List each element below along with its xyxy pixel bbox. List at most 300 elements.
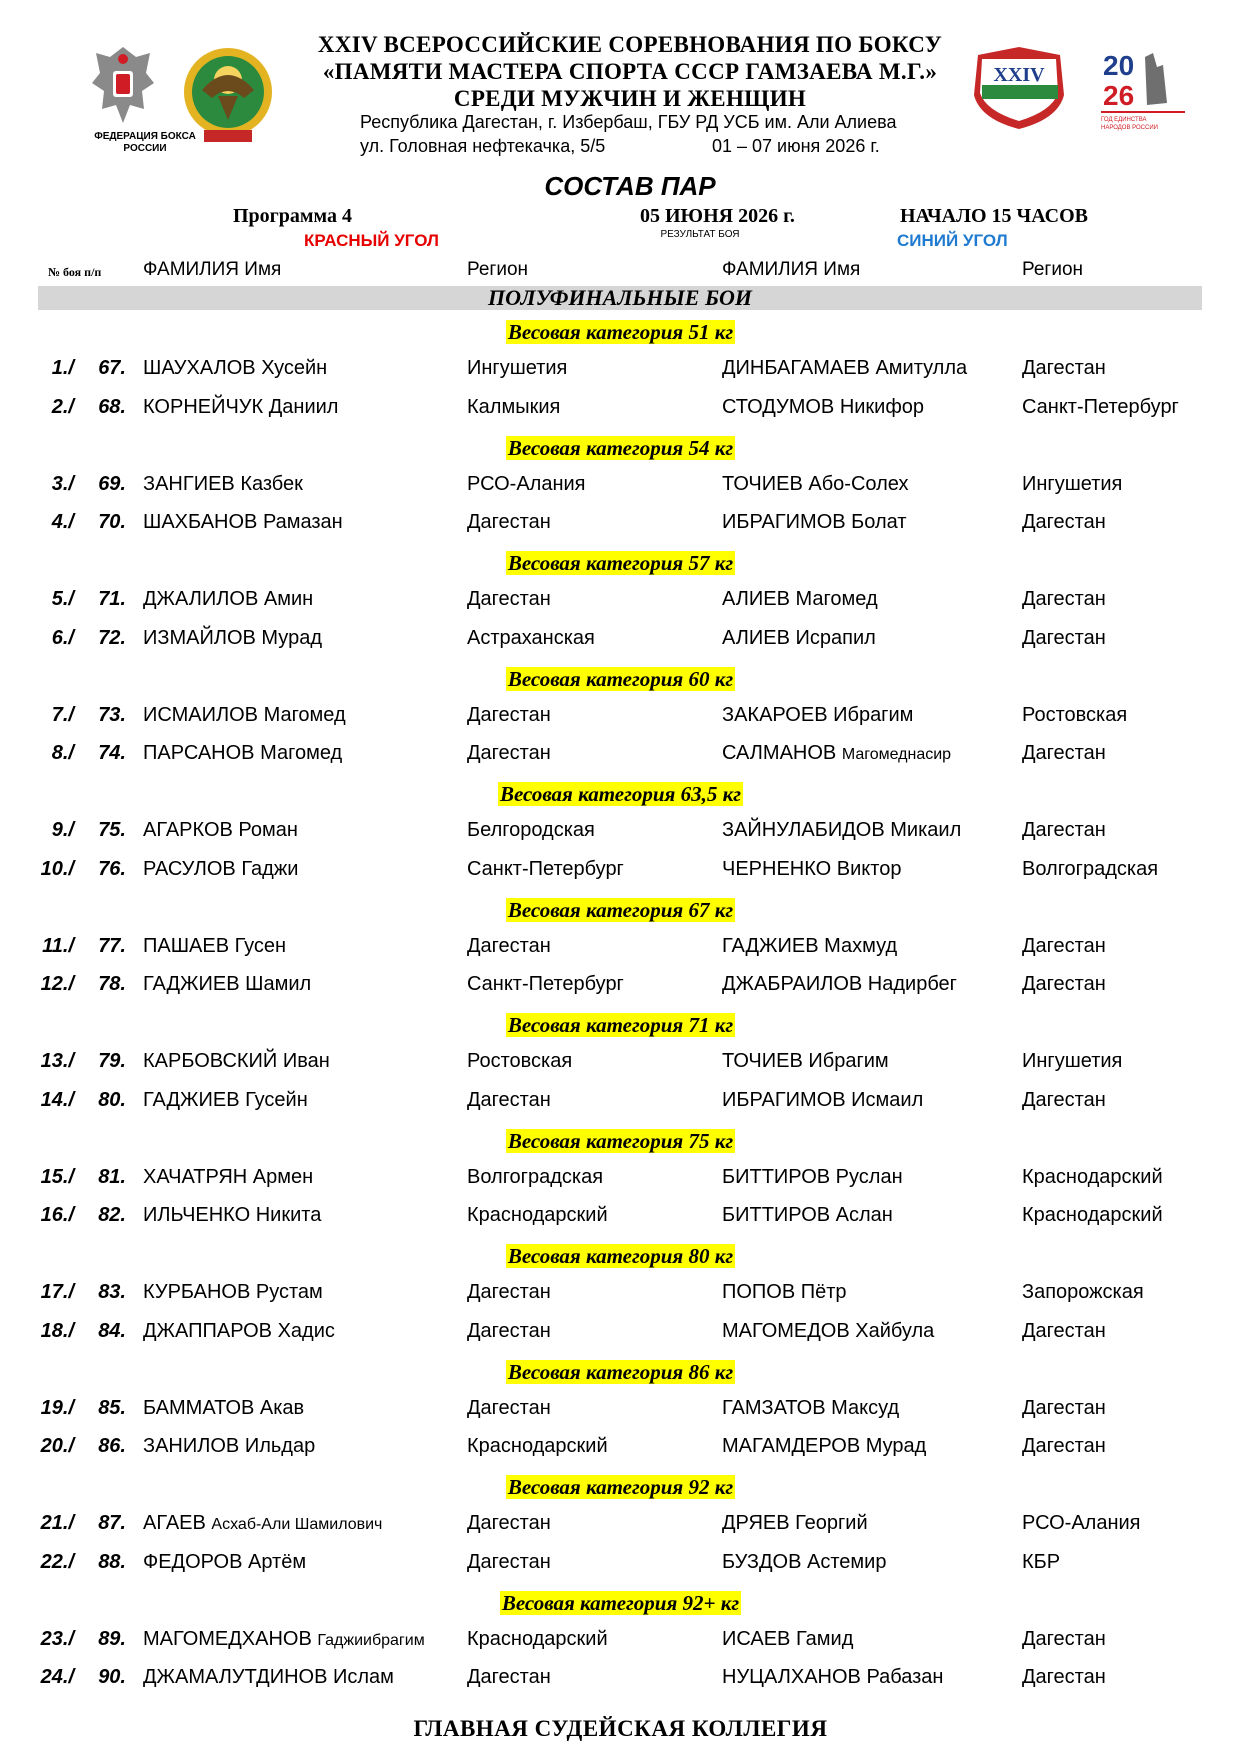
bout-order: 5./ [51,588,74,610]
bout-number: 79. [98,1050,126,1072]
red-boxer-name [143,1512,382,1535]
red-boxer-first-name: Роман [238,819,298,841]
blue-boxer-first-name: Астемир [807,1550,887,1573]
blue-boxer-first-name: Руслан [835,1165,903,1188]
weight-category-label: Весовая категория 71 кг [507,1013,734,1037]
red-boxer-name [143,511,343,534]
bout-number: 82. [98,1204,126,1226]
bout-order: 13./ [40,1050,74,1072]
blue-boxer-surname: ГАМЗАТОВ [722,1396,826,1419]
bout-row [0,935,1241,965]
blue-boxer-region: Дагестан [1022,1396,1106,1419]
blue-boxer-name [722,704,913,727]
bout-order: 1./ [51,357,74,379]
red-boxer-first-name: Ильдар [244,1435,316,1457]
red-boxer-first-name: Гаджиибрагим [317,1631,425,1649]
blue-boxer-surname: МАГАМДЕРОВ [722,1435,861,1457]
venue: Республика Дагестан, г. Избербаш, ГБУ РД УСБ им. Али Алиева [360,112,897,132]
bout-row [0,1281,1241,1311]
blue-boxer-surname: МАГОМЕДОВ [722,1319,850,1342]
bout-row [0,473,1241,503]
red-boxer-first-name: Шамил [245,973,312,995]
blue-boxer-surname: ИБРАГИМОВ [722,1088,846,1111]
red-boxer-first-name: Хусейн [261,357,328,379]
red-boxer-region: Дагестан [467,742,551,764]
red-boxer-first-name: Казбек [240,472,303,495]
blue-boxer-surname: АЛИЕВ [722,626,790,649]
bout-order: 8./ [51,742,74,764]
blue-boxer-surname: ДРЯЕВ [722,1512,790,1534]
blue-boxer-name [722,742,951,765]
blue-boxer-first-name: Исрапил [795,626,876,649]
blue-boxer-name [722,511,907,534]
red-boxer-name [143,1551,306,1574]
red-boxer-surname: ДЖАМАЛУТДИНОВ [143,1666,328,1688]
red-boxer-region: Дагестан [467,1550,551,1573]
event-title-line2: «ПАМЯТИ МАСТЕРА СПОРТА СССР ГАМЗАЕВА М.Г.» [322,59,938,84]
red-boxer-region: Санкт-Петербург [467,857,624,880]
red-boxer-region: Дагестан [467,511,551,533]
bout-number: 80. [98,1088,126,1111]
bout-number: 88. [98,1550,126,1573]
bout-order: 2./ [51,395,74,418]
bout-number: 71. [98,588,126,610]
blue-boxer-surname: БИТТИРОВ [722,1165,831,1188]
blue-boxer-first-name: Мурад [865,1435,927,1457]
red-boxer-region: Ростовская [467,1050,573,1072]
blue-boxer-first-name: Максуд [831,1396,900,1419]
blue-boxer-first-name: Аслан [835,1204,893,1226]
bout-order: 12./ [40,973,74,995]
blue-boxer-region: Краснодарский [1022,1204,1163,1226]
blue-boxer-region: Дагестан [1022,357,1106,379]
bout-order: 16./ [40,1204,74,1226]
bout-order: 23./ [40,1627,74,1650]
red-boxer-first-name: Артём [248,1550,307,1573]
bout-number: 85. [98,1396,126,1419]
red-boxer-first-name: Гусен [234,934,287,957]
bout-number: 81. [98,1165,126,1188]
blue-corner-label: СИНИЙ УГОЛ [897,231,1008,250]
red-boxer-name [143,1089,308,1112]
red-boxer-region: Волгоградская [467,1165,604,1188]
blue-boxer-region: Дагестан [1022,934,1106,957]
bout-order: 7./ [51,703,74,726]
blue-boxer-name [722,973,957,996]
blue-boxer-surname: ПОПОВ [722,1281,796,1303]
bout-number: 86. [98,1435,126,1457]
svg-text:26: 26 [1103,80,1135,111]
weight-category [0,782,1241,807]
blue-boxer-name [722,1551,886,1574]
red-boxer-name [143,1628,425,1651]
red-boxer-first-name: Армен [252,1165,314,1188]
event-title-line1: XXIV ВСЕРОССИЙСКИЕ СОРЕВНОВАНИЯ ПО БОКСУ [317,32,943,57]
bout-number: 77. [98,934,126,957]
red-boxer-region: Краснодарский [467,1435,608,1457]
red-boxer-first-name: Магомед [260,742,343,764]
document-title: СОСТАВ ПАР [544,171,716,201]
col-red-name: ФАМИЛИЯ Имя [143,259,282,280]
bout-row [0,1166,1241,1196]
red-boxer-surname: МАГОМЕДХАНОВ [143,1627,312,1650]
svg-text:XXIV: XXIV [993,64,1045,86]
bout-number: 83. [98,1281,126,1303]
bout-number: 84. [98,1319,126,1342]
blue-boxer-first-name: Махмуд [824,934,898,957]
blue-boxer-name [722,819,961,842]
red-boxer-region: Дагестан [467,1666,551,1688]
red-boxer-name [143,1204,321,1227]
red-boxer-first-name: Ислам [333,1666,394,1688]
footer-judges: ГЛАВНАЯ СУДЕЙСКАЯ КОЛЛЕГИЯ [413,1716,828,1741]
blue-boxer-name [722,1666,943,1689]
bout-row [0,858,1241,888]
red-boxer-surname: ДЖАЛИЛОВ [143,588,259,610]
red-boxer-region: Краснодарский [467,1204,608,1226]
blue-boxer-name [722,1281,847,1304]
red-boxer-region: Калмыкия [467,395,561,418]
bout-order: 17./ [40,1281,74,1303]
bout-order: 19./ [40,1396,74,1419]
svg-text:ГОД ЕДИНСТВА: ГОД ЕДИНСТВА [1101,117,1147,123]
weight-category-label: Весовая категория 92 кг [507,1475,734,1499]
blue-boxer-surname: ИБРАГИМОВ [722,511,846,533]
blue-boxer-surname: ЗАКАРОЕВ [722,703,828,726]
weight-category-label: Весовая категория 67 кг [507,897,734,922]
red-boxer-region: Дагестан [467,934,551,957]
bout-number: 73. [98,703,126,726]
blue-boxer-region: Ингушетия [1022,1050,1123,1072]
blue-boxer-surname: БУЗДОВ [722,1550,802,1573]
bout-row [0,1551,1241,1581]
blue-boxer-name [722,935,897,958]
blue-boxer-first-name: Ибрагим [833,703,914,726]
blue-boxer-region: Волгоградская [1022,857,1159,880]
bout-number: 68. [98,395,126,418]
red-boxer-first-name: Гаджи [241,857,299,880]
blue-boxer-region: Ростовская [1022,703,1128,726]
red-boxer-surname: АГАЕВ [143,1512,206,1534]
federation-caption: ФЕДЕРАЦИЯ БОКСА РОССИИ [94,131,196,154]
red-boxer-first-name: Мурад [261,626,322,649]
red-boxer-first-name: Асхаб-Али Шамилович [211,1516,383,1533]
red-boxer-surname: ГАДЖИЕВ [143,1088,240,1111]
blue-boxer-surname: ИСАЕВ [722,1627,791,1650]
unity-year-logo [1101,47,1185,133]
bout-row [0,357,1241,387]
red-boxer-surname: РАСУЛОВ [143,857,236,880]
blue-boxer-first-name: Пётр [800,1281,847,1303]
weight-category [0,551,1241,576]
blue-boxer-first-name: Магомед [795,588,878,610]
blue-boxer-name [722,1512,868,1535]
bout-row [0,1666,1241,1696]
weight-category-label: Весовая категория 86 кг [507,1359,734,1384]
red-boxer-surname: ЗАНГИЕВ [143,472,235,495]
svg-text:20: 20 [1103,50,1135,81]
red-boxer-first-name: Иван [282,1050,330,1072]
bout-number: 78. [98,973,126,995]
bout-order: 21./ [40,1512,74,1534]
red-boxer-name [143,1281,323,1304]
blue-boxer-name [722,1628,853,1651]
red-boxer-name [143,973,311,996]
bout-row [0,1397,1241,1427]
red-boxer-region: Дагестан [467,1319,551,1342]
blue-boxer-name [722,1320,934,1343]
bout-row [0,1435,1241,1465]
red-boxer-name [143,1666,394,1689]
blue-boxer-region: Запорожская [1022,1281,1144,1303]
red-boxer-surname: ФЕДОРОВ [143,1550,243,1573]
red-boxer-region: Дагестан [467,1512,551,1534]
red-boxer-region: Дагестан [467,1281,551,1303]
red-boxer-name [143,935,286,958]
red-boxer-surname: ШАХБАНОВ [143,511,258,533]
blue-boxer-region: Дагестан [1022,819,1106,841]
bout-row [0,588,1241,618]
red-boxer-first-name: Магомед [263,703,346,726]
red-boxer-surname: ГАДЖИЕВ [143,973,240,995]
bout-order: 9./ [51,819,74,841]
weight-category [0,436,1241,461]
red-boxer-first-name: Никита [255,1204,322,1226]
blue-boxer-name [722,627,876,650]
red-boxer-first-name: Рустам [255,1281,323,1303]
blue-boxer-name [722,357,967,380]
weight-category-label: Весовая категория 60 кг [507,666,734,691]
blue-boxer-region: Дагестан [1022,1319,1106,1342]
bout-number: 87. [98,1512,126,1534]
blue-boxer-region: КБР [1022,1550,1061,1573]
red-boxer-surname: БАММАТОВ [143,1396,255,1419]
blue-boxer-first-name: Виктор [836,857,902,880]
blue-boxer-region: Дагестан [1022,588,1106,610]
red-boxer-surname: ИСМАИЛОВ [143,703,258,726]
blue-boxer-region: Дагестан [1022,626,1106,649]
bout-number: 90. [98,1666,126,1688]
weight-category-label: Весовая категория 57 кг [507,551,734,575]
blue-boxer-name [722,396,924,419]
bout-order: 14./ [40,1088,74,1111]
competition-date: 05 ИЮНЯ 2026 г. [640,205,795,227]
weight-category [0,1360,1241,1385]
red-boxer-region: Ингушетия [467,357,568,379]
red-boxer-surname: ПАШАЕВ [143,934,230,957]
bout-row [0,1628,1241,1658]
blue-boxer-first-name: Магомеднасир [841,746,952,763]
red-boxer-region: Краснодарский [467,1627,608,1650]
red-boxer-surname: ШАУХАЛОВ [143,357,256,379]
red-boxer-name [143,858,298,881]
blue-boxer-region: Санкт-Петербург [1022,395,1179,418]
blue-boxer-name [722,1435,926,1458]
red-boxer-name [143,357,327,380]
red-boxer-surname: ПАРСАНОВ [143,742,255,764]
red-boxer-surname: АГАРКОВ [143,819,233,841]
weight-category-label: Весовая категория 92+ кг [501,1590,740,1615]
weight-category-label: Весовая категория 63,5 кг [499,782,742,806]
blue-boxer-surname: ТОЧИЕВ [722,472,803,495]
bout-order: 11./ [42,934,74,957]
red-boxer-name [143,588,313,611]
address: ул. Головная нефтекачка, 5/5 [360,136,606,156]
red-boxer-name [143,1435,315,1458]
bout-number: 69. [98,472,126,495]
blue-boxer-name [722,1397,899,1420]
blue-boxer-name [722,1089,923,1112]
red-boxer-name [143,396,338,419]
bout-row [0,627,1241,657]
blue-boxer-name [722,588,878,611]
bout-order: 3./ [51,472,74,495]
red-boxer-region: Дагестан [467,588,551,610]
weight-category-label: Весовая категория 80 кг [507,1244,734,1268]
blue-boxer-surname: ГАДЖИЕВ [722,934,819,957]
red-boxer-surname: КАРБОВСКИЙ [143,1050,278,1072]
bout-number: 70. [98,511,126,533]
blue-boxer-surname: АЛИЕВ [722,588,790,610]
boxing-federation-logo [88,43,158,131]
blue-boxer-surname: ДЖАБРАИЛОВ [722,973,863,995]
bout-row [0,704,1241,734]
blue-boxer-region: Дагестан [1022,1627,1106,1650]
blue-boxer-region: Дагестан [1022,1435,1106,1457]
red-boxer-first-name: Хадис [277,1319,335,1342]
bout-order: 18./ [40,1319,74,1342]
blue-boxer-first-name: Хайбула [855,1319,935,1342]
bout-row [0,511,1241,541]
bout-row [0,1089,1241,1119]
bout-order: 10./ [40,857,74,880]
red-boxer-region: Дагестан [467,1088,551,1111]
bout-number: 74. [98,742,126,764]
red-boxer-name [143,819,298,842]
red-boxer-region: Дагестан [467,703,551,726]
red-boxer-name [143,1320,335,1343]
col-bout-number: № боя п/п [48,265,102,279]
red-boxer-surname: КУРБАНОВ [143,1281,251,1303]
blue-boxer-name [722,1204,893,1227]
red-boxer-surname: ЗАНИЛОВ [143,1435,240,1457]
bout-row [0,742,1241,772]
blue-boxer-first-name: Георгий [795,1512,868,1534]
red-boxer-name [143,704,346,727]
bout-order: 22./ [40,1550,74,1573]
red-boxer-region: Дагестан [467,1396,551,1419]
blue-boxer-name [722,858,901,881]
blue-boxer-surname: БИТТИРОВ [722,1204,831,1226]
red-boxer-region: Астраханская [467,626,595,649]
blue-boxer-region: РСО-Алания [1022,1512,1141,1534]
weight-category-label: Весовая категория 54 кг [507,435,734,460]
blue-boxer-first-name: Ибрагим [808,1050,889,1072]
red-boxer-first-name: Даниил [268,395,339,418]
weight-category-label: Весовая категория 75 кг [507,1128,734,1153]
weight-category [0,1475,1241,1500]
blue-boxer-region: Дагестан [1022,511,1106,533]
blue-boxer-first-name: Рабазан [866,1666,944,1688]
weight-category [0,1591,1241,1616]
blue-boxer-name [722,1166,903,1189]
blue-boxer-region: Краснодарский [1022,1165,1163,1188]
blue-boxer-region: Дагестан [1022,742,1106,764]
blue-boxer-surname: ЗАЙНУЛАБИДОВ [722,819,885,841]
weight-category-label: Весовая категория 51 кг [507,320,734,344]
start-time: НАЧАЛО 15 ЧАСОВ [900,205,1089,227]
bout-number: 67. [98,357,126,379]
blue-boxer-first-name: Никифор [839,395,925,418]
event-title-line3: СРЕДИ МУЖЧИН И ЖЕНЩИН [453,86,807,111]
red-boxer-first-name: Гусейн [245,1088,308,1111]
weight-category [0,1244,1241,1269]
blue-boxer-name [722,473,908,496]
red-boxer-name [143,1166,313,1189]
col-blue-name: ФАМИЛИЯ Имя [722,259,861,280]
col-red-region: Регион [467,259,529,280]
bout-row [0,819,1241,849]
red-boxer-region: РСО-Алания [467,472,586,495]
blue-boxer-first-name: Надирбег [867,973,957,995]
bout-row [0,973,1241,1003]
red-boxer-surname: КОРНЕЙЧУК [143,395,264,418]
blue-boxer-first-name: Микаил [890,819,962,841]
blue-boxer-first-name: Амитулла [875,357,968,379]
red-boxer-surname: ИЗМАЙЛОВ [143,626,256,649]
bout-order: 24./ [40,1666,74,1688]
dagestan-emblem [182,40,274,148]
result-label: РЕЗУЛЬТАТ БОЯ [660,229,740,240]
bout-order: 4./ [51,511,74,533]
red-boxer-region: Санкт-Петербург [467,973,624,995]
weight-category [0,1129,1241,1154]
bout-row [0,1320,1241,1350]
bout-order: 20./ [40,1435,74,1457]
red-boxer-name [143,627,322,650]
blue-boxer-region: Ингушетия [1022,472,1123,495]
program-label: Программа 4 [233,205,352,227]
red-boxer-name [143,473,303,496]
bout-row [0,1512,1241,1542]
weight-category [0,667,1241,692]
weight-category [0,320,1241,345]
blue-boxer-surname: САЛМАНОВ [722,742,837,764]
blue-boxer-region: Дагестан [1022,973,1106,995]
blue-boxer-first-name: Болат [851,511,907,533]
weight-category [0,1013,1241,1038]
blue-boxer-surname: НУЦАЛХАНОВ [722,1666,861,1688]
red-boxer-surname: ХАЧАТРЯН [143,1165,248,1188]
red-boxer-first-name: Амин [263,588,314,610]
blue-boxer-first-name: Гамид [795,1627,854,1650]
weight-category [0,898,1241,923]
blue-boxer-surname: СТОДУМОВ [722,395,835,418]
bout-number: 76. [98,857,126,880]
blue-boxer-surname: ДИНБАГАМАЕВ [722,357,870,379]
bout-number: 75. [98,819,126,841]
bout-order: 15./ [40,1165,74,1188]
blue-boxer-region: Дагестан [1022,1666,1106,1688]
blue-boxer-surname: ТОЧИЕВ [722,1050,803,1072]
blue-boxer-region: Дагестан [1022,1088,1106,1111]
col-blue-region: Регион [1022,259,1084,280]
blue-boxer-first-name: Або-Солех [808,472,909,495]
bout-number: 89. [98,1627,126,1650]
red-boxer-name [143,1397,304,1420]
svg-text:НАРОДОВ РОССИИ: НАРОДОВ РОССИИ [1101,125,1158,131]
red-boxer-region: Белгородская [467,819,595,841]
